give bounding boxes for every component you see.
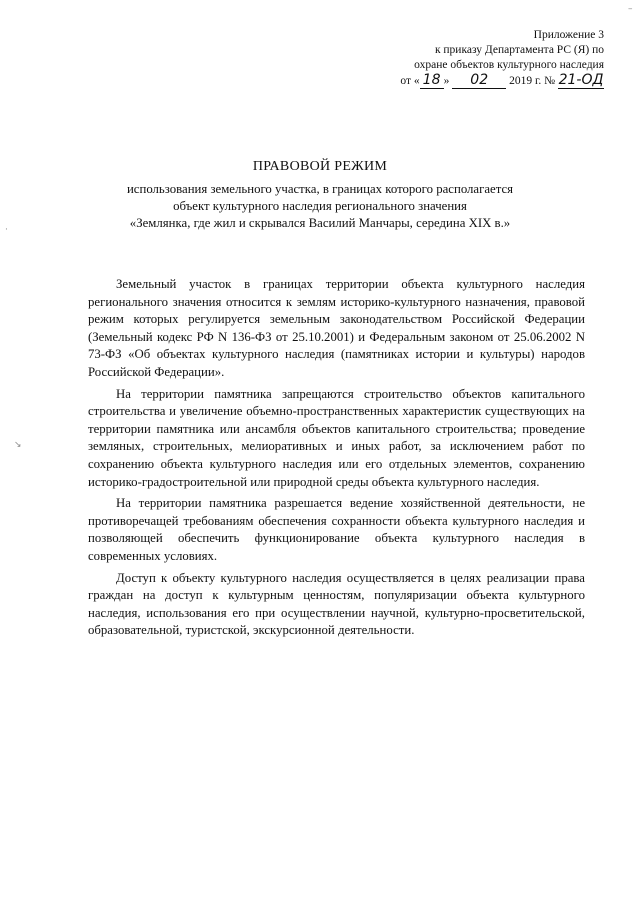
document-title-block — [0, 158, 640, 232]
subtitle-line-2: объект культурного наследия регионального значения — [173, 199, 467, 213]
document-title: ПРАВОВОЙ РЕЖИМ — [252, 159, 388, 174]
date-year: 2019 г. № — [509, 75, 556, 87]
scan-mark: – — [628, 4, 633, 14]
handwritten-number: 21-ОД — [558, 72, 604, 88]
annex-date-line — [400, 73, 604, 89]
document-body — [88, 276, 585, 644]
handwritten-month: 02 — [452, 73, 506, 89]
handwritten-day: 18 — [420, 73, 444, 89]
date-prefix: от « — [400, 75, 420, 87]
scan-mark: ↘ — [14, 440, 22, 450]
annex-title: Приложение 3 — [533, 29, 604, 41]
annex-header — [400, 28, 604, 89]
paragraph: На территории памятника запрещаются строительство объектов капитального строительства и увеличение объемно-пространственных характеристик существующих на территории памятника или ансамбля объектов капитального строительства; проведение земляных, строительных, мелиоративных и иных работ, за исключением работ по сохранению объекта культурного наследия или его отдельных элементов, сохранению историко-градостроительной или природной среды объекта культурного наследия. — [88, 386, 585, 489]
subtitle-line-1: использования земельного участка, в границах которого располагается — [126, 182, 514, 196]
annex-order-line: к приказу Департамента РС (Я) по — [434, 44, 604, 56]
paragraph: Земельный участок в границах территории объекта культурного наследия регионального значения относится к землям историко-культурного назначения, правовой режим которых регулируется земельным законодательством Российской Федерации (Земельный кодекс РФ N 136-ФЗ от 25.10.2001) и Федеральным законом от 25.06.2002 N 73-ФЗ «Об объектах культурного наследия (памятниках истории и культуры) народов Российской Федерации». — [88, 277, 585, 379]
date-mid: » — [443, 75, 450, 87]
paragraph: Доступ к объекту культурного наследия осуществляется в целях реализации права граждан на доступ к культурным ценностям, популяризации объекта культурного наследия, использования его при осуществлении научной, культурно-просветительской, образовательной, туристской, экскурсионной деятельности. — [88, 570, 585, 638]
scan-mark: · — [5, 225, 8, 235]
annex-department-line: охране объектов культурного наследия — [414, 59, 604, 71]
subtitle-line-3: «Землянка, где жил и скрывался Василий Манчары, середина XIX в.» — [129, 216, 511, 230]
paragraph: На территории памятника разрешается ведение хозяйственной деятельности, не противоречащей требованиям обеспечения сохранности объекта культурного наследия и позволяющей обеспечить функционирование объекта культурного наследия в современных условиях. — [88, 496, 585, 563]
